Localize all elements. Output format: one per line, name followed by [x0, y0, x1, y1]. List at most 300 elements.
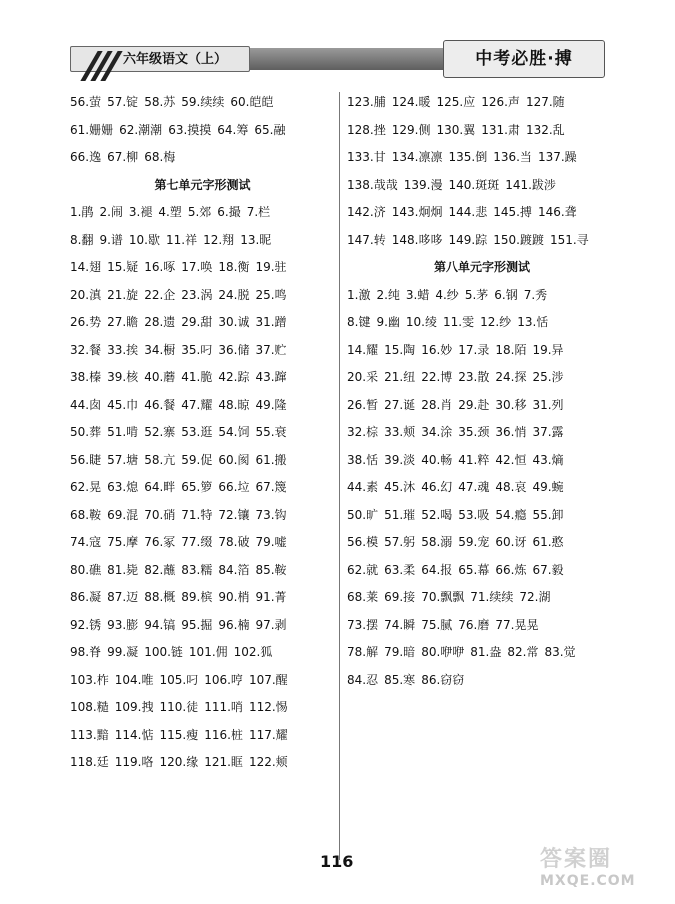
answer-item: 92.锈: [70, 617, 102, 632]
answer-item: 1.鹃: [70, 205, 94, 219]
answer-row: [347, 309, 617, 337]
answer-row: [347, 447, 617, 475]
brand-label: 中考必胜·搏: [443, 40, 605, 78]
answer-item: 51.璀: [384, 507, 416, 522]
answer-item: 27.诞: [384, 397, 416, 412]
answer-item: 32.棕: [347, 425, 379, 439]
answer-row: [347, 392, 617, 420]
answer-item: 68.莱: [347, 590, 379, 604]
answer-item: 18.陌: [495, 342, 527, 357]
answer-item: 103.柞: [70, 672, 109, 687]
answer-item: 108.糙: [70, 700, 109, 714]
answer-row: [70, 282, 335, 310]
answer-item: 16.妙: [421, 342, 453, 357]
answer-item: 59.宠: [458, 535, 490, 549]
answer-item: 124.暖: [391, 95, 431, 109]
answer-row: [347, 89, 617, 117]
answer-item: 81.毙: [107, 562, 139, 577]
answer-row: [70, 612, 335, 640]
answer-row: [70, 199, 335, 227]
answer-item: 82.蘸: [144, 562, 176, 577]
answer-item: 132.乱: [525, 122, 565, 137]
answer-item: 41.脆: [181, 370, 213, 384]
answer-item: 123.脯: [347, 95, 386, 109]
answer-item: 77.缀: [181, 535, 213, 549]
answer-item: 99.凝: [107, 645, 139, 659]
answer-item: 22.企: [144, 287, 176, 302]
answer-item: 25.涉: [532, 370, 564, 384]
answer-item: 40.蘑: [144, 370, 176, 384]
answer-item: 5.茅: [464, 287, 489, 302]
answer-item: 66.逸: [70, 150, 102, 164]
answer-item: 25.鸣: [255, 287, 287, 302]
answer-item: 51.啃: [107, 425, 139, 439]
answer-item: 127.随: [525, 95, 565, 109]
answer-row: [347, 199, 617, 227]
answer-item: 86.窃窃: [421, 672, 465, 687]
answer-item: 63.熄: [107, 480, 139, 494]
answer-row: [70, 392, 335, 420]
answer-item: 34.橱: [144, 342, 176, 357]
answer-row: [70, 309, 335, 337]
answer-item: 53.吸: [458, 507, 490, 522]
answer-row: [70, 502, 335, 530]
answer-item: 60.讶: [495, 535, 527, 549]
answer-item: 10.歇: [128, 232, 160, 247]
section-title-unit8: 第八单元字形测试: [433, 260, 530, 274]
answer-item: 65.箩: [181, 480, 213, 494]
answer-item: 24.探: [495, 370, 527, 384]
answer-item: 138.哉哉: [347, 177, 398, 192]
answer-item: 101.佣: [188, 645, 228, 659]
answer-item: 78.破: [218, 535, 250, 549]
answer-item: 59.续续: [181, 95, 225, 109]
answer-item: 74.瞬: [384, 617, 416, 632]
answer-item: 121.眶: [204, 755, 243, 769]
answer-item: 113.黯: [70, 727, 109, 742]
answer-item: 73.摆: [347, 617, 379, 632]
answer-item: 45.巾: [107, 397, 139, 412]
answer-row: [347, 419, 617, 447]
answer-item: 66.炼: [495, 562, 527, 577]
answer-item: 9.谱: [99, 232, 123, 247]
answer-item: 58.溺: [421, 535, 453, 549]
answer-item: 57.塘: [107, 452, 139, 467]
answer-item: 61.憨: [532, 535, 564, 549]
answer-item: 66.垃: [218, 480, 250, 494]
answer-item: 21.纽: [384, 370, 416, 384]
grade-label: [70, 46, 250, 72]
answer-item: 69.混: [107, 507, 139, 522]
answer-row: [347, 584, 617, 612]
answer-item: 136.当: [493, 150, 532, 164]
answer-item: 125.应: [436, 95, 476, 109]
answer-item: 146.聋: [537, 205, 577, 219]
answer-item: 3.褪: [128, 205, 153, 219]
answer-item: 7.栏: [246, 205, 271, 219]
answer-item: 102.狐: [233, 645, 273, 659]
answer-item: 93.膨: [107, 617, 139, 632]
answer-item: 63.摸摸: [168, 122, 212, 137]
answer-item: 45.沐: [384, 480, 416, 494]
answer-item: 58.苏: [144, 95, 176, 109]
answer-item: 30.移: [495, 397, 527, 412]
answer-item: 69.接: [384, 590, 416, 604]
answer-item: 55.衰: [255, 425, 287, 439]
answer-item: 14.翅: [70, 260, 102, 274]
answer-item: 70.硝: [144, 507, 176, 522]
left-answers-block-2: [70, 199, 335, 777]
answer-item: 106.哼: [204, 672, 243, 687]
answer-item: 49.蜿: [532, 480, 564, 494]
answer-item: 148.哆哆: [391, 232, 443, 247]
grade-text: 六年级语文（上）: [123, 52, 228, 67]
answer-item: 9.幽: [376, 315, 400, 329]
answer-item: 65.融: [254, 122, 286, 137]
answer-row: [70, 557, 335, 585]
answer-item: 43.熵: [532, 452, 564, 467]
answer-item: 67.篾: [255, 480, 287, 494]
answer-row: [347, 364, 617, 392]
answer-item: 38.榛: [70, 370, 102, 384]
answer-item: 23.涡: [181, 287, 213, 302]
answer-row: [70, 722, 335, 750]
answer-item: 73.钩: [255, 507, 287, 522]
answer-item: 147.转: [347, 232, 386, 247]
answer-item: 64.报: [421, 562, 453, 577]
left-answers-block-1: [70, 89, 335, 172]
answer-item: 33.颊: [384, 425, 416, 439]
answer-item: 71.特: [181, 507, 213, 522]
answer-item: 76.磨: [458, 617, 490, 632]
answer-item: 36.悄: [495, 425, 527, 439]
answer-item: 105.叼: [159, 672, 199, 687]
answer-item: 70.飘飘: [421, 590, 465, 604]
answer-item: 15.陶: [384, 342, 416, 357]
answer-item: 8.键: [347, 315, 371, 329]
answer-item: 19.异: [532, 342, 564, 357]
answer-item: 2.纯: [376, 287, 400, 302]
answer-item: 56.模: [347, 535, 379, 549]
answer-item: 145.搏: [493, 205, 532, 219]
answer-item: 115.瘦: [159, 727, 199, 742]
answer-item: 28.遗: [144, 315, 176, 329]
answer-item: 131.肃: [481, 122, 520, 137]
answer-item: 117.耀: [248, 727, 288, 742]
answer-item: 50.葬: [70, 425, 102, 439]
answer-item: 90.梢: [218, 590, 250, 604]
answer-item: 7.秀: [523, 287, 548, 302]
answer-item: 54.瘾: [495, 507, 527, 522]
answer-item: 36.储: [218, 342, 250, 357]
answer-item: 84.忍: [347, 672, 379, 687]
answer-item: 71.续续: [470, 590, 514, 604]
answer-item: 64.筹: [217, 122, 249, 137]
answer-row: [347, 612, 617, 640]
answer-item: 83.糯: [181, 562, 213, 577]
answer-item: 142.济: [347, 205, 386, 219]
answer-item: 84.箔: [218, 562, 250, 577]
answer-item: 128.挫: [347, 122, 386, 137]
answer-row: [347, 144, 617, 172]
answer-row: [70, 474, 335, 502]
answer-item: 49.隆: [255, 397, 287, 412]
answer-item: 44.囱: [70, 397, 102, 412]
answer-item: 87.迈: [107, 590, 139, 604]
answer-item: 62.晃: [70, 480, 102, 494]
answer-item: 122.颊: [248, 755, 288, 769]
answer-row: [70, 639, 335, 667]
answer-item: 42.踪: [218, 370, 250, 384]
answer-item: 78.解: [347, 645, 379, 659]
watermark-top: 答案圈: [540, 847, 613, 872]
watermark-logo: [540, 842, 670, 897]
answer-item: 3.蜡: [405, 287, 430, 302]
answer-item: 4.塑: [158, 205, 182, 219]
answer-item: 85.寒: [384, 672, 416, 687]
answer-item: 47.耀: [181, 397, 213, 412]
column-divider: [339, 92, 340, 860]
answer-item: 82.常: [507, 645, 539, 659]
answer-item: 5.郊: [187, 205, 212, 219]
right-answers-block-1: [347, 89, 617, 254]
answer-item: 46.幻: [421, 480, 453, 494]
answer-item: 86.凝: [70, 590, 102, 604]
answer-item: 114.惦: [114, 727, 154, 742]
answer-item: 72.湖: [519, 590, 551, 604]
answer-item: 79.暗: [384, 645, 416, 659]
answer-item: 80.礁: [70, 562, 102, 577]
answer-item: 83.觉: [544, 645, 576, 659]
answer-row: [347, 639, 617, 667]
answer-item: 57.躬: [384, 535, 416, 549]
answer-row: [347, 172, 617, 200]
answer-item: 151.寻: [549, 232, 589, 247]
answer-item: 35.叼: [181, 342, 213, 357]
answer-item: 75.摩: [107, 535, 139, 549]
answer-item: 77.晃晃: [495, 617, 539, 632]
answer-item: 119.咯: [114, 755, 154, 769]
answer-item: 111.哨: [204, 700, 243, 714]
answer-item: 35.颈: [458, 425, 490, 439]
answer-item: 62.潮潮: [119, 122, 163, 137]
answer-item: 67.毅: [532, 562, 564, 577]
answer-row: [70, 447, 335, 475]
answer-row: [347, 117, 617, 145]
answer-item: 76.冢: [144, 535, 176, 549]
answer-item: 91.菁: [255, 590, 287, 604]
answer-item: 140.斑斑: [448, 177, 500, 192]
answer-item: 60.阂: [218, 452, 250, 467]
answer-item: 96.楠: [218, 617, 250, 632]
answer-row: [70, 529, 335, 557]
answer-item: 137.躁: [537, 150, 577, 164]
answer-item: 42.恒: [495, 452, 527, 467]
answer-row: [70, 419, 335, 447]
answer-item: 56.萤: [70, 95, 102, 109]
answer-item: 15.疑: [107, 260, 139, 274]
answer-row: [70, 227, 335, 255]
answer-item: 59.促: [181, 452, 213, 467]
answer-item: 4.纱: [435, 287, 459, 302]
answer-item: 38.恬: [347, 452, 379, 467]
answer-item: 10.绫: [405, 315, 437, 329]
answer-item: 130.翼: [436, 122, 476, 137]
answer-item: 74.寇: [70, 535, 102, 549]
answer-item: 33.挨: [107, 342, 139, 357]
answer-item: 21.旋: [107, 287, 139, 302]
answer-row: [70, 89, 335, 117]
answer-item: 18.衡: [218, 260, 250, 274]
answer-item: 34.涂: [421, 425, 453, 439]
answer-item: 68.鞍: [70, 507, 102, 522]
answer-item: 23.散: [458, 370, 490, 384]
answer-item: 39.淡: [384, 452, 416, 467]
answer-item: 62.就: [347, 562, 379, 577]
answer-item: 109.拽: [114, 700, 154, 714]
answer-item: 19.驻: [255, 260, 287, 274]
answer-item: 41.粹: [458, 452, 490, 467]
answer-item: 94.镐: [144, 617, 176, 632]
answer-row: [347, 502, 617, 530]
answer-item: 52.喝: [421, 507, 453, 522]
answer-item: 47.魂: [458, 480, 490, 494]
answer-item: 54.饲: [218, 425, 250, 439]
answer-row: [347, 474, 617, 502]
answer-item: 31.蹭: [255, 315, 287, 329]
answer-item: 29.赴: [458, 397, 490, 412]
answer-item: 141.跋涉: [505, 177, 556, 192]
answer-item: 143.炯炯: [391, 205, 443, 219]
answer-row: [70, 254, 335, 282]
answer-row: [347, 337, 617, 365]
answer-item: 55.卸: [532, 507, 564, 522]
answer-row: [347, 282, 617, 310]
left-column: [70, 89, 335, 777]
answer-item: 81.盎: [470, 645, 502, 659]
answer-item: 68.梅: [144, 150, 176, 164]
answer-item: 52.寨: [144, 425, 176, 439]
answer-item: 43.蹿: [255, 370, 287, 384]
answer-item: 67.柳: [107, 150, 139, 164]
answer-item: 116.桩: [204, 727, 243, 742]
answer-item: 17.唤: [181, 260, 213, 274]
answer-item: 98.脊: [70, 645, 102, 659]
answer-item: 118.廷: [70, 755, 109, 769]
answer-item: 58.亢: [144, 452, 176, 467]
answer-item: 17.录: [458, 342, 490, 357]
answer-item: 26.暂: [347, 397, 379, 412]
answer-item: 61.搬: [255, 452, 287, 467]
answer-row: [347, 227, 617, 255]
answer-item: 44.素: [347, 480, 379, 494]
answer-item: 12.翔: [203, 232, 235, 247]
answer-item: 12.纱: [480, 315, 512, 329]
answer-item: 64.畔: [144, 480, 176, 494]
answer-row: [70, 144, 335, 172]
answer-item: 29.甜: [181, 315, 213, 329]
answer-item: 2.闹: [99, 205, 123, 219]
answer-item: 129.侧: [391, 122, 431, 137]
answer-row: [347, 529, 617, 557]
answer-item: 37.露: [532, 425, 564, 439]
answer-item: 65.幕: [458, 562, 490, 577]
answer-item: 1.激: [347, 287, 371, 302]
answer-item: 89.槟: [181, 590, 213, 604]
answer-item: 53.逛: [181, 425, 213, 439]
stripes-decoration: [89, 51, 119, 81]
answer-item: 95.掘: [181, 617, 213, 632]
answer-item: 37.贮: [255, 342, 287, 357]
answer-item: 26.势: [70, 315, 102, 329]
answer-item: 6.钢: [494, 287, 518, 302]
answer-row: [70, 667, 335, 695]
answer-item: 133.甘: [347, 150, 386, 164]
answer-item: 79.嘘: [255, 535, 287, 549]
answer-item: 135.倒: [448, 150, 488, 164]
answer-item: 144.悲: [448, 205, 488, 219]
answer-item: 85.鞍: [255, 562, 287, 577]
answer-item: 6.撮: [217, 205, 241, 219]
answer-item: 100.链: [144, 645, 183, 659]
answer-item: 16.啄: [144, 260, 176, 274]
answer-item: 13.昵: [240, 232, 272, 247]
right-answers-block-2: [347, 282, 617, 695]
section-title-unit7: 第七单元字形测试: [154, 177, 251, 192]
answer-item: 97.剥: [255, 617, 287, 632]
answer-item: 8.翻: [70, 232, 94, 247]
answer-item: 11.雯: [443, 315, 475, 329]
answer-item: 32.餐: [70, 342, 102, 357]
answer-row: [70, 364, 335, 392]
answer-row: [70, 694, 335, 722]
answer-item: 31.列: [532, 397, 564, 412]
watermark-bottom: MXQE.COM: [540, 873, 636, 889]
answer-item: 63.柔: [384, 562, 416, 577]
answer-item: 88.概: [144, 590, 176, 604]
answer-row: [70, 584, 335, 612]
answer-item: 149.踪: [448, 232, 488, 247]
answer-item: 22.博: [421, 370, 453, 384]
answer-item: 20.采: [347, 370, 379, 384]
answer-item: 40.畅: [421, 452, 453, 467]
answer-item: 39.核: [107, 370, 139, 384]
answer-item: 107.醒: [248, 672, 288, 687]
answer-item: 20.滇: [70, 287, 102, 302]
answer-row: [347, 667, 617, 695]
answer-item: 80.咿咿: [421, 645, 465, 659]
answer-row: [347, 557, 617, 585]
answer-item: 27.瞻: [107, 315, 139, 329]
page-header: [70, 40, 605, 76]
answer-item: 134.凛凛: [391, 150, 443, 164]
answer-item: 60.皑皑: [230, 95, 274, 109]
answer-item: 56.睫: [70, 452, 102, 467]
answer-item: 75.腻: [421, 617, 453, 632]
answer-item: 14.耀: [347, 342, 379, 357]
page-number: 116: [320, 852, 354, 871]
right-column: [347, 89, 617, 694]
answer-item: 104.唯: [114, 672, 154, 687]
answer-item: 48.晾: [218, 397, 250, 412]
answer-row: [70, 117, 335, 145]
answer-item: 57.锭: [107, 95, 139, 109]
answer-item: 139.漫: [403, 177, 443, 192]
answer-item: 13.恬: [517, 315, 549, 329]
answer-row: [70, 337, 335, 365]
answer-item: 112.惕: [248, 700, 288, 714]
answer-row: [70, 749, 335, 777]
